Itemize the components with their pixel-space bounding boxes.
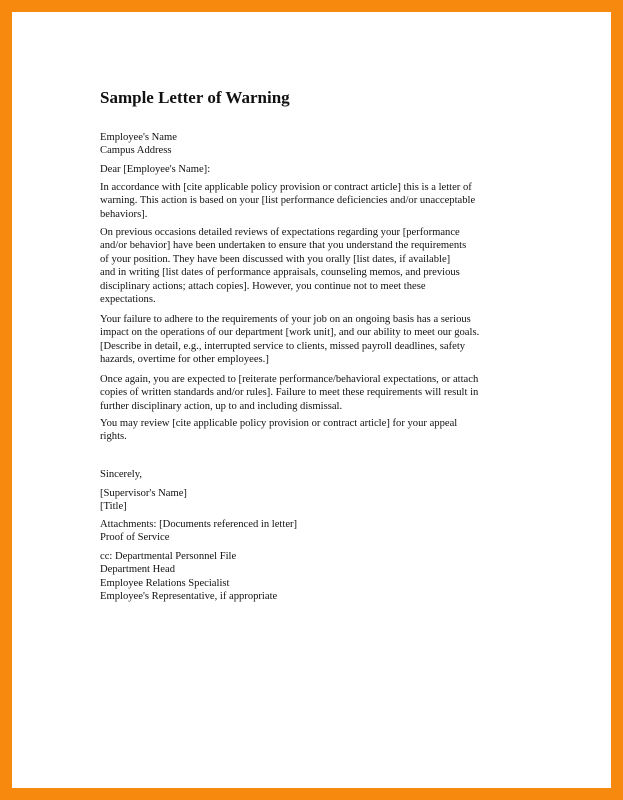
- paragraph-4: [100, 373, 530, 413]
- cc-line: Department Head: [100, 564, 176, 576]
- attachments-block: [100, 518, 530, 545]
- cc-block: [100, 550, 530, 604]
- paragraph-line: impact on the operations of our department [work unit], and our ability to meet our goals.: [100, 327, 480, 339]
- closing-text: Sincerely,: [100, 469, 142, 480]
- paragraph-line: In accordance with [cite applicable policy provision or contract article] this is a letter of: [100, 182, 472, 193]
- salutation-text: Dear [Employee's Name]:: [100, 164, 211, 175]
- cc-line: Employee Relations Specialist: [100, 577, 230, 589]
- paragraph-line: and/or behavior] have been undertaken to ensure that you understand the requirements: [100, 240, 467, 252]
- paragraph-line: further disciplinary action, up to and including dismissal.: [100, 400, 343, 412]
- signature-line: [Title]: [100, 501, 127, 513]
- paragraph-1: [100, 181, 530, 221]
- paragraph-line: copies of written standards and/or rules]. Failure to meet these requirements will result in: [100, 387, 479, 399]
- paragraph-line: disciplinary actions; attach copies]. However, you continue not to meet these: [100, 280, 426, 292]
- cc-line: Employee's Representative, if appropriate: [100, 591, 278, 603]
- attachment-line: Proof of Service: [100, 532, 170, 544]
- closing: [100, 468, 530, 481]
- paragraph-line: [Describe in detail, e.g., interrupted service to clients, missed payroll deadlines, safety: [100, 340, 466, 352]
- paragraph-line: rights.: [100, 431, 127, 443]
- paragraph-line: behaviors].: [100, 208, 148, 220]
- letter-title: Sample Letter of Warning: [100, 88, 290, 107]
- signature-block: [100, 487, 530, 514]
- paragraph-line: of your position. They have been discussed with you orally [list dates, if available]: [100, 253, 451, 265]
- address-line: Employee's Name: [100, 132, 177, 143]
- paragraph-line: Once again, you are expected to [reiterate performance/behavioral expectations, or attach: [100, 374, 479, 385]
- address-line: Campus Address: [100, 145, 172, 157]
- attachment-line: Attachments: [Documents referenced in letter]: [100, 519, 298, 530]
- paragraph-line: hazards, overtime for other employees.]: [100, 354, 269, 366]
- address-block: [100, 131, 530, 158]
- paragraph-line: On previous occasions detailed reviews of expectations regarding your [performance: [100, 227, 460, 238]
- paragraph-3: [100, 313, 530, 367]
- paragraph-line: Your failure to adhere to the requirements of your job on an ongoing basis has a serious: [100, 314, 471, 325]
- paragraph-2: [100, 226, 530, 306]
- paragraph-line: You may review [cite applicable policy provision or contract article] for your appeal: [100, 418, 458, 429]
- salutation: [100, 163, 530, 176]
- paragraph-line: expectations.: [100, 294, 156, 306]
- paragraph-line: warning. This action is based on your [list performance deficiencies and/or unacceptable: [100, 195, 476, 207]
- paragraph-line: and in writing [list dates of performance appraisals, counseling memos, and previous: [100, 267, 460, 279]
- cc-line: cc: Departmental Personnel File: [100, 551, 237, 562]
- signature-line: [Supervisor's Name]: [100, 488, 187, 499]
- paragraph-5: [100, 417, 530, 444]
